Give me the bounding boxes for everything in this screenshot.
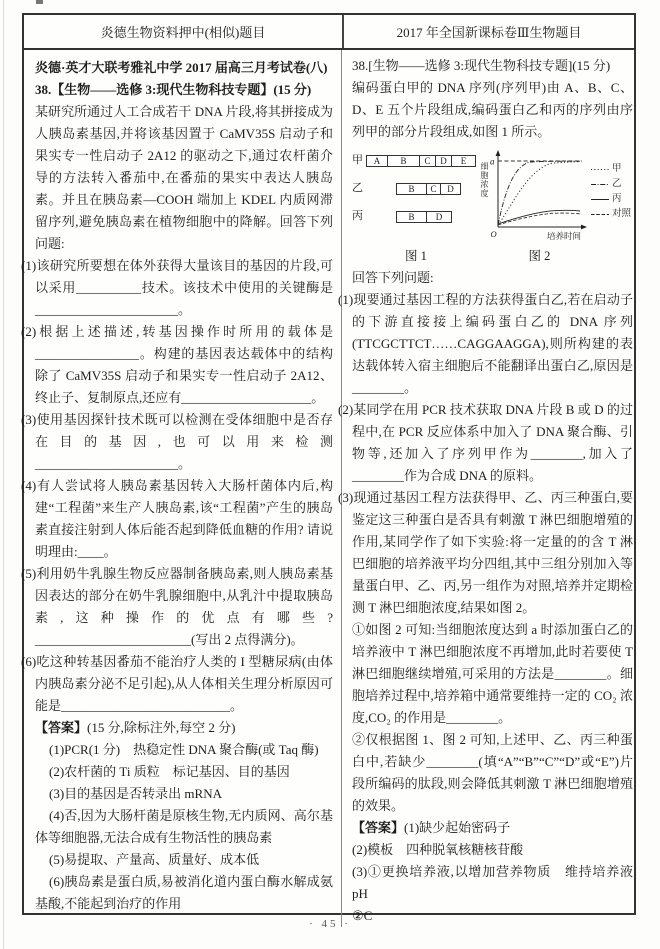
left-answer-2: (2)农杆菌的 Ti 质粒 标记基因、目的基因 <box>49 764 290 779</box>
segment-B: B <box>397 184 427 194</box>
right-answer-heading <box>352 817 633 839</box>
left-answer-5: (5)易提取、产量高、质量好、成本低 <box>49 852 260 867</box>
left-answer-1: (1)PCR(1 分) 热稳定性 DNA 聚合酶(或 Taq 酶) <box>49 742 319 757</box>
y-axis-arrow <box>496 150 501 156</box>
page-number: · 45 · <box>309 918 351 930</box>
figure2-y-axis-label: 细胞浓度 <box>480 162 489 198</box>
legend-line-dashed <box>591 212 609 217</box>
left-question-intro: 某研究所通过人工合成若干 DNA 片段,将其拼接成为人胰岛素基因,并将该基因置于 CaMV35S 启动子和果实专一性启动子 2A12 的驱动之下,通过农杆菌介导的方法转入番茄中,在番茄的果实中表达人胰岛素。并且在胰岛素—COOH 端加上 KDEL 内质网滞留序列,避免胰岛素在植物细胞中的降解。回答下列问题: <box>35 104 333 251</box>
legend-line-dotted <box>591 167 609 172</box>
left-subquestion-4: (4)有人尝试将人胰岛素基因转入大肠杆菌体内后,构建“工程菌”来生产人胰岛素,该“工程菌”产生的胰岛素直接注射到人体后能否起到降低血糖的作用? 请说明理由:____。 <box>21 478 333 559</box>
segment-strip <box>396 183 461 195</box>
sequence-label: 乙 <box>352 182 363 194</box>
legend-label: 丙 <box>612 194 622 204</box>
answer-note: (15 分,除标注外,每空 2 分) <box>87 720 236 735</box>
segment-D: D <box>447 183 454 194</box>
figure-captions <box>352 246 633 264</box>
segment-B: B <box>397 212 427 222</box>
legend-item-bing <box>591 194 633 204</box>
left-column <box>21 50 342 927</box>
scan-edge-line <box>3 0 4 949</box>
right-answer-2: (2)模板 四种脱氧核糖核苷酸 <box>352 842 524 857</box>
figure-1-dna-segments <box>352 148 480 238</box>
legend-label: 对照 <box>612 209 632 219</box>
curve-yi <box>498 161 580 225</box>
right-subquestion-3: (3)现通过基因工程方法获得甲、乙、丙三种蛋白,要鉴定这三种蛋白是否具有刺激 T 淋巴细胞增殖的作用,某同学作了如下实验:将一定量的的含 T 淋巴细胞的培养液平均分四组,其中三组分别加入等量蛋白甲、乙、丙,另一组作为对照,培养并定期检测 T 淋巴细胞浓度,结果如图 2。 <box>338 490 633 615</box>
legend-label: 乙 <box>612 179 622 189</box>
table-body-row <box>21 50 634 927</box>
paper-title: 炎德·英才大联考雅礼中学 2017 届高三月考试卷(八) <box>35 60 328 75</box>
figure2-caption: 图 2 <box>528 249 551 263</box>
legend-line-dashdot <box>591 182 609 187</box>
figure-2-growth-chart <box>480 148 633 244</box>
legend-item-yi <box>591 179 633 189</box>
right-question-intro: 编码蛋白甲的 DNA 序列(序列甲)由 A、B、C、D、E 五个片段组成,编码蛋白乙和丙的序列由序列甲的部分片段组成,如图 1 所示。 <box>352 80 633 139</box>
right-prompt: 回答下列问题: <box>352 270 434 285</box>
legend-line-solid <box>591 197 609 202</box>
right-question-heading: 38.[生物——选修 3:现代生物科技专题](15 分) <box>352 58 611 73</box>
legend-item-duizhao <box>591 209 633 219</box>
left-subquestion-1: (1)该研究所要想在体外获得大量该目的基因的片段,可以采用__________技术。该技术中使用的关键酶是______________________。 <box>21 258 333 317</box>
x-axis-arrow <box>581 225 587 230</box>
right-subitem-1: ①如图 2 可知:当细胞浓度达到 a 时添加蛋白乙的培养液中 T 淋巴细胞浓度不再增加,此时若要使 T 淋巴细胞继续增殖,可采用的方法是________。细胞培养过程中,培养箱中通常要维持一定的 CO₂ 浓度,CO₂ 的作用是________。 <box>352 622 633 725</box>
sequence-row-jia <box>352 154 480 167</box>
comparison-table <box>21 13 636 923</box>
left-subquestion-5: (5)利用奶牛乳腺生物反应器制备胰岛素,则人胰岛素基因表达的部分在奶牛乳腺细胞中,从乳汁中提取胰岛素,这种操作的优点有哪些? ________________________(写出 2 点得满分)。 <box>21 566 333 647</box>
x-axis-label: 培养时间 <box>547 231 582 241</box>
right-answer-4: ②C <box>352 908 373 923</box>
segment-D: D <box>435 211 443 222</box>
table-header-row <box>24 15 634 50</box>
left-subquestion-2: (2)根据上述描述,转基因操作时所用的载体是________________。构建的基因表达载体中的结构除了 CaMV35S 启动子和果实专一性启动子 2A12、终止子、复制原点,还应有____________________。 <box>21 324 333 405</box>
left-subquestion-3: (3)使用基因探针技术既可以检测在受体细胞中是否存在目的基因,也可以用来检测______________________。 <box>21 412 333 471</box>
curve-jia <box>498 162 580 225</box>
answer-marker: 【答案】 <box>35 720 88 735</box>
growth-curves-plot <box>489 148 591 244</box>
segment-D: D <box>436 156 452 166</box>
legend-label: 甲 <box>612 164 622 174</box>
sequence-row-yi <box>352 182 480 195</box>
figure-block <box>352 148 633 264</box>
left-answer-6: (6)胰岛素是蛋白质,易被消化道内蛋白酶水解成氨基酸,不能起到治疗的作用 <box>35 874 333 911</box>
curve-bing <box>498 210 580 224</box>
left-answer-heading <box>35 717 333 739</box>
right-subquestion-1: (1)现要通过基因工程的方法获得蛋白乙,若在启动子的下游直接接上编码蛋白乙的 DNA 序列(TTCGCTTCT……CAGGAAGGA),则所构建的表达载体转入宿主细胞后不能翻译出蛋白乙,原因是________。 <box>338 292 633 395</box>
scan-artifact-mark <box>36 0 43 4</box>
segment-C: C <box>427 184 441 194</box>
sequence-row-bing <box>352 210 480 223</box>
segment-strip <box>396 211 452 223</box>
segment-B: B <box>388 156 420 166</box>
header-cell-left: 炎德生物资料押中(相似)题目 <box>24 15 344 48</box>
left-answer-3: (3)目的基因是否转录出 mRNA <box>49 786 222 801</box>
segment-A: A <box>367 156 388 166</box>
segment-C: C <box>420 156 436 166</box>
segment-E: E <box>460 155 467 166</box>
chart-legend <box>591 148 633 219</box>
header-cell-right: 2017 年全国新课标卷Ⅲ生物题目 <box>396 25 582 40</box>
right-answer-1: (1)缺少起始密码子 <box>404 820 511 835</box>
right-subquestion-2: (2)某同学在用 PCR 技术获取 DNA 片段 B 或 D 的过程中,在 PCR 反应体系中加入了 DNA 聚合酶、引物等,还加入了序列甲作为________,加入了________作为合成 DNA 的原料。 <box>338 402 633 483</box>
answer-marker: 【答案】 <box>352 820 405 835</box>
right-column <box>338 50 639 927</box>
figure1-caption: 图 1 <box>405 249 427 263</box>
left-subquestion-6: (6)吃这种转基因番茄不能治疗人类的 I 型糖尿病(由体内胰岛素分泌不足引起),从人体相关生理分析原因可能是__________________________。 <box>21 654 333 713</box>
curve-duizhao <box>498 213 580 225</box>
sequence-label: 丙 <box>352 210 363 222</box>
segment-strip <box>366 155 476 167</box>
left-answer-4: (4)否,因为大肠杆菌是原核生物,无内质网、高尔基体等细胞器,无法合成有生物活性的胰岛素 <box>35 808 333 845</box>
legend-item-jia <box>591 164 633 174</box>
origin-label: O <box>490 229 497 239</box>
sequence-label: 甲 <box>352 154 363 166</box>
right-answer-3: (3)①更换培养液,以增加营养物质 维持培养液 pH <box>352 864 633 901</box>
right-subitem-2: ②仅根据图 1、图 2 可知,上述甲、乙、丙三种蛋白中,若缺少________(填“A”“B”“C”“D”或“E”)片段所编码的肽段,则会降低其刺激 T 淋巴细胞增殖的效果。 <box>352 732 633 813</box>
left-question-heading: 38.【生物——选修 3:现代生物科技专题】(15 分) <box>35 82 312 97</box>
y-mark-a: a <box>490 156 495 167</box>
